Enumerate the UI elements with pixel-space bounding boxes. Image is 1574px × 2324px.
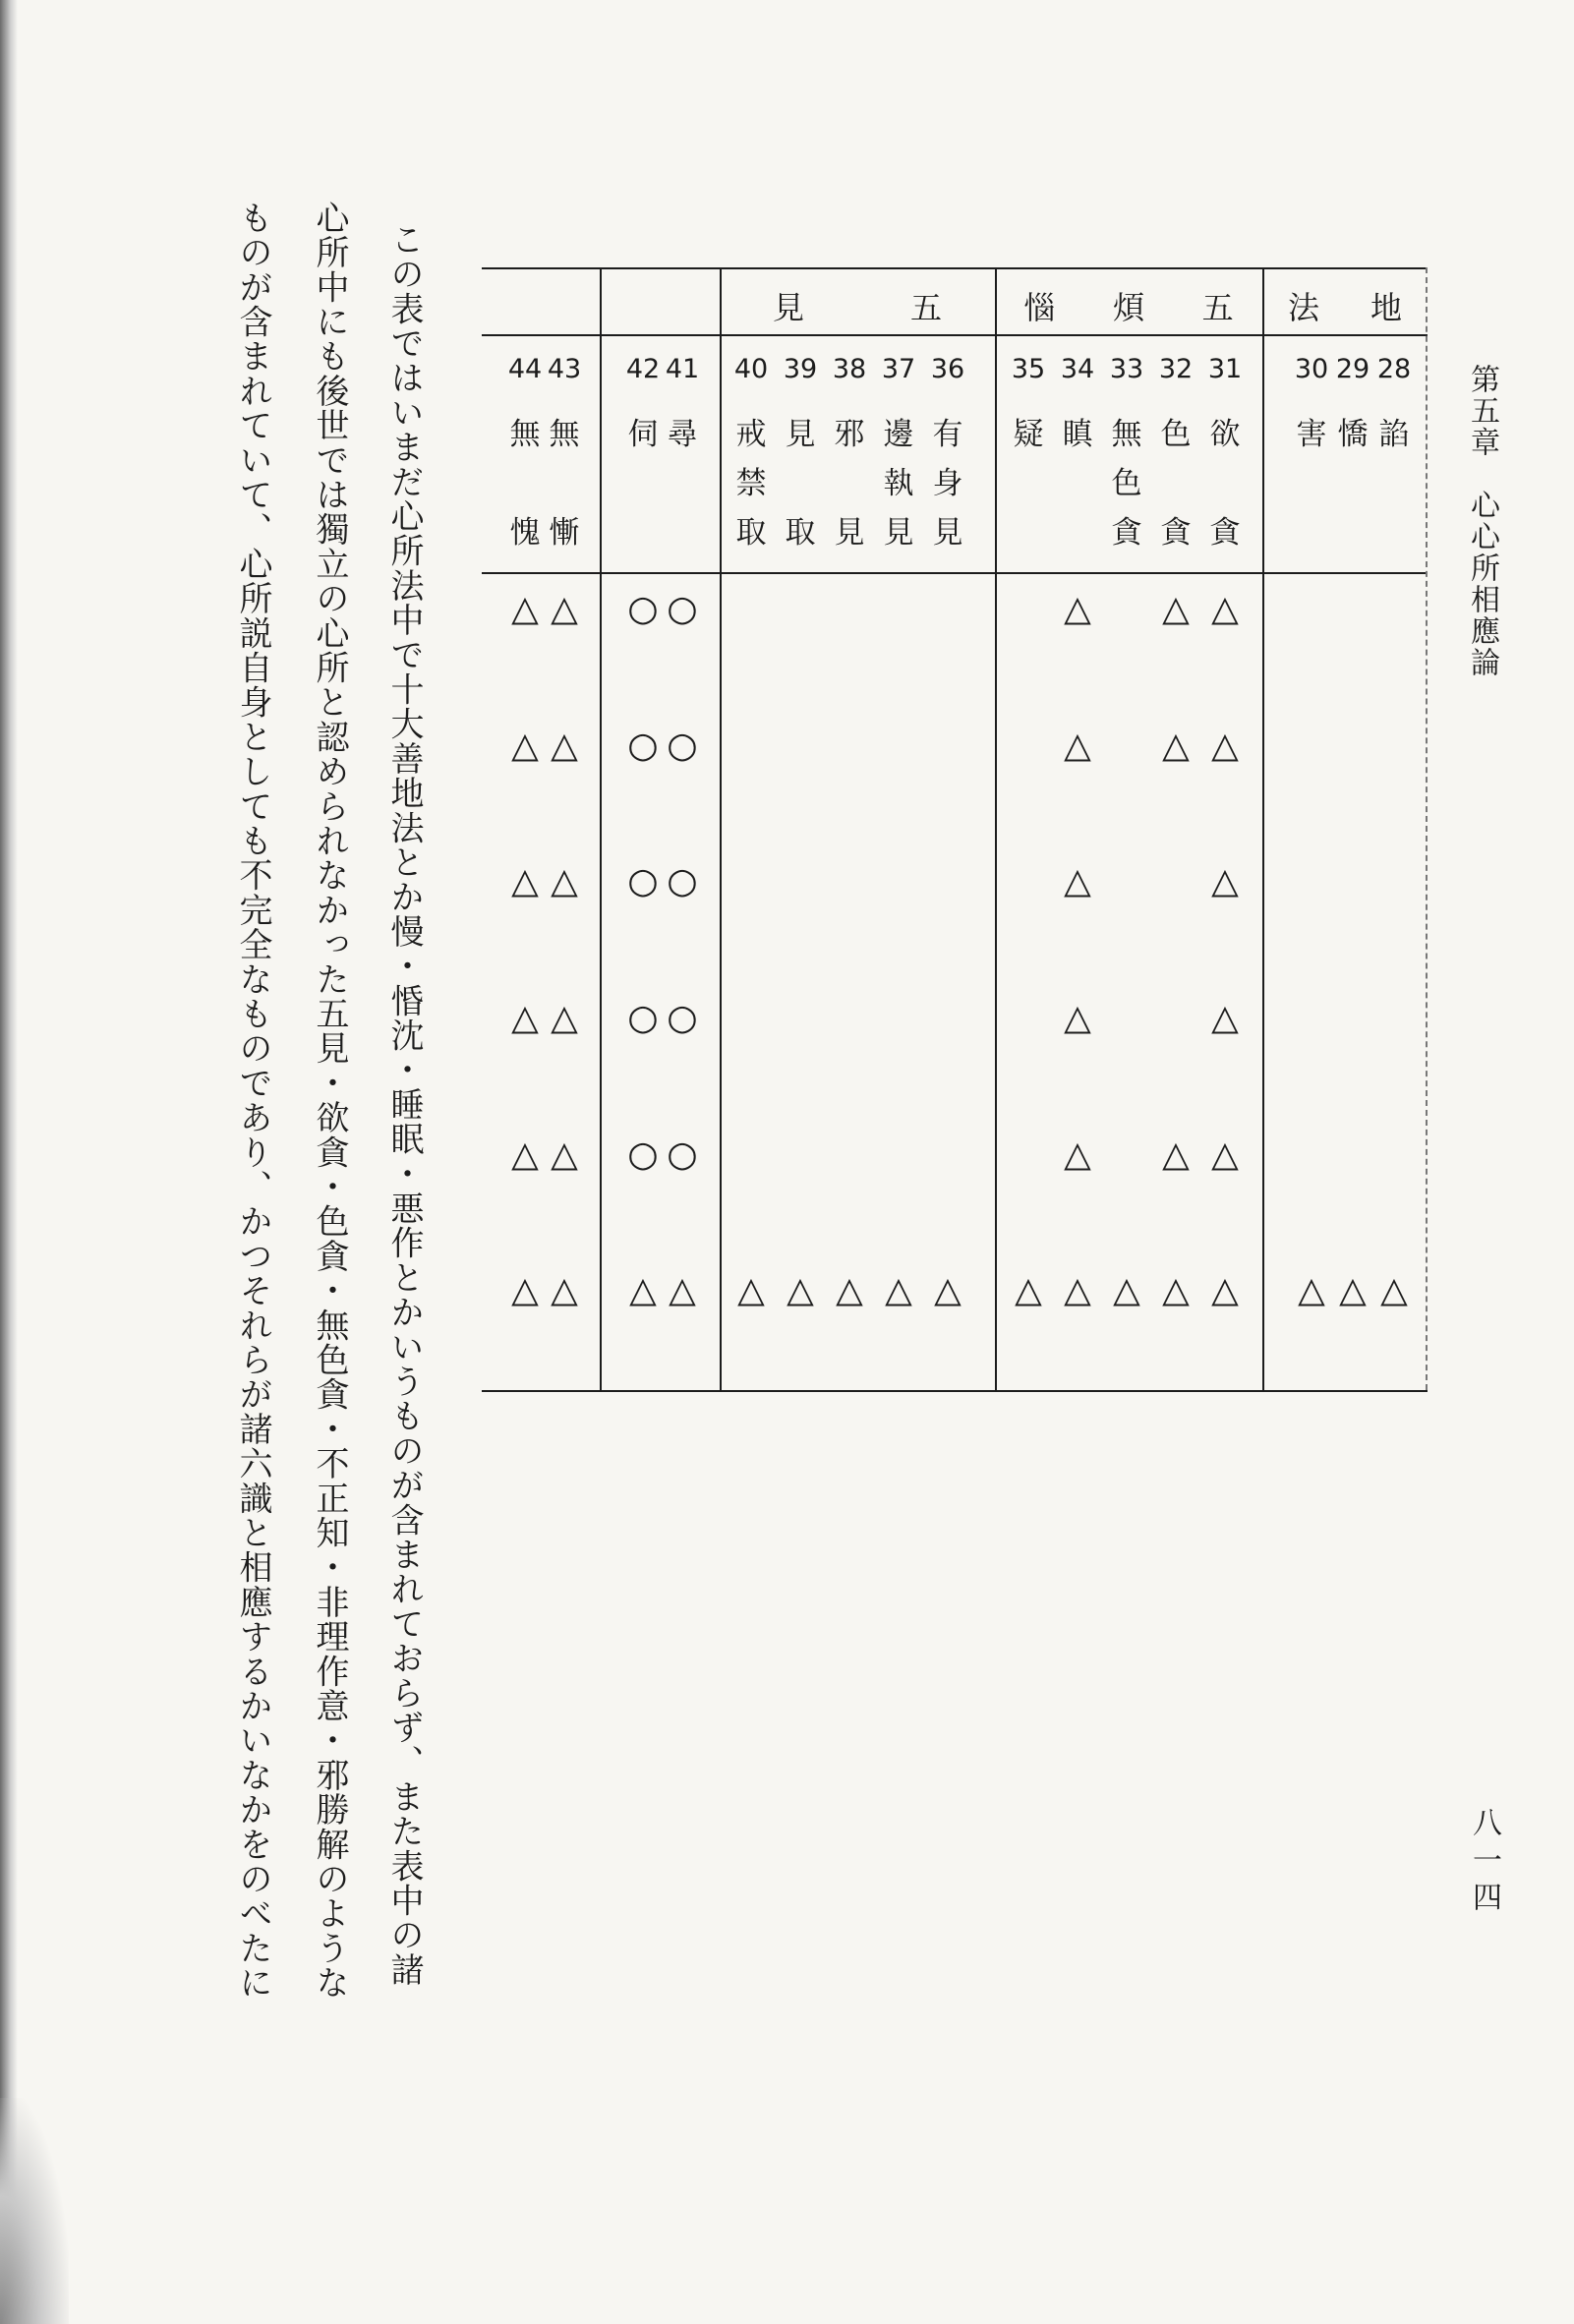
triangle-mark: △: [1113, 1270, 1140, 1311]
triangle-mark: △: [1339, 1270, 1367, 1311]
column-number: 30: [1294, 354, 1329, 384]
column-name-char: 無: [549, 417, 580, 452]
column-number: 34: [1060, 354, 1095, 384]
column-number: 38: [832, 354, 867, 384]
triangle-mark: △: [551, 861, 578, 902]
table-rule-right-dashed: [1426, 267, 1428, 1390]
group-header-char: 惱: [1023, 289, 1056, 326]
column-name-char: 害: [1296, 417, 1327, 452]
correspondence-table: [482, 263, 1428, 1392]
column-name-char: 戒: [735, 417, 767, 452]
column-name-char: 見: [834, 515, 865, 551]
triangle-mark: △: [511, 589, 539, 629]
column-number: 42: [625, 354, 661, 384]
table-rule-top: [482, 267, 1428, 269]
group-header-char: 五: [909, 289, 942, 326]
triangle-mark: △: [511, 725, 539, 766]
table-rule-vertical: [995, 267, 997, 1390]
circle-mark: ○: [627, 998, 659, 1038]
column-number: 39: [783, 354, 818, 384]
column-name-char: 無: [1111, 417, 1142, 452]
triangle-mark: △: [1162, 725, 1190, 766]
column-name-char: 執: [883, 466, 914, 501]
table-rule-header: [482, 334, 1428, 336]
table-rule-vertical: [1262, 267, 1264, 1390]
group-header-char: 見: [772, 289, 804, 326]
triangle-mark: △: [511, 1270, 539, 1311]
column-number: 41: [665, 354, 700, 384]
column-name-char: 伺: [627, 417, 659, 452]
triangle-mark: △: [737, 1270, 765, 1311]
triangle-mark: △: [1064, 1133, 1091, 1175]
triangle-mark: △: [511, 861, 539, 902]
column-number: 32: [1158, 354, 1194, 384]
column-number: 37: [881, 354, 916, 384]
triangle-mark: △: [1211, 1133, 1239, 1175]
column-name-char: 愧: [509, 515, 541, 551]
column-name-char: 色: [1160, 417, 1192, 452]
table-row-divider: [482, 709, 1428, 710]
group-header-char: 煩: [1112, 289, 1144, 326]
column-name-char: 慚: [549, 515, 580, 551]
triangle-mark: △: [1211, 1270, 1239, 1311]
column-name-char: 貪: [1209, 515, 1241, 551]
column-name-char: 取: [785, 515, 816, 551]
circle-mark: ○: [627, 1133, 659, 1175]
triangle-mark: △: [1162, 1270, 1190, 1311]
triangle-mark: △: [1211, 725, 1239, 766]
triangle-mark: △: [629, 1270, 657, 1311]
column-number: 33: [1109, 354, 1144, 384]
column-number: 35: [1011, 354, 1046, 384]
table-rule-bottom: [482, 1390, 1428, 1392]
triangle-mark: △: [669, 1270, 696, 1311]
column-number: 31: [1207, 354, 1243, 384]
column-number: 36: [930, 354, 965, 384]
triangle-mark: △: [1211, 589, 1239, 629]
column-name-char: 貪: [1160, 515, 1192, 551]
column-name-char: 尋: [667, 417, 698, 452]
column-name-char: 有: [932, 417, 963, 452]
triangle-mark: △: [511, 998, 539, 1038]
table-row-divider: [482, 981, 1428, 982]
triangle-mark: △: [551, 589, 578, 629]
circle-mark: ○: [667, 725, 698, 766]
triangle-mark: △: [1015, 1270, 1042, 1311]
triangle-mark: △: [787, 1270, 814, 1311]
triangle-mark: △: [551, 998, 578, 1038]
column-name-char: 禁: [735, 466, 767, 501]
column-name-char: 見: [932, 515, 963, 551]
column-name-char: 憍: [1337, 417, 1369, 452]
triangle-mark: △: [551, 725, 578, 766]
column-name-char: 貪: [1111, 515, 1142, 551]
circle-mark: ○: [627, 589, 659, 629]
table-rule-vertical: [600, 267, 602, 1390]
table-row-divider: [482, 1118, 1428, 1119]
table-row-divider: [482, 844, 1428, 845]
table-row-divider: [482, 1253, 1428, 1254]
triangle-mark: △: [1380, 1270, 1408, 1311]
column-name-char: 無: [509, 417, 541, 452]
triangle-mark: △: [1211, 998, 1239, 1038]
column-name-char: 色: [1111, 466, 1142, 501]
scan-shadow-edge: [0, 0, 18, 2324]
body-text-line-3: ものが含まれていて、心所説自身としても不完全なものであり、かつそれらが諸六識と相應するかいなかをのべたに: [233, 201, 272, 2001]
group-header-char: 法: [1287, 289, 1319, 326]
triangle-mark: △: [511, 1133, 539, 1175]
circle-mark: ○: [667, 1133, 698, 1175]
column-name-char: 瞋: [1062, 417, 1093, 452]
triangle-mark: △: [934, 1270, 962, 1311]
triangle-mark: △: [1064, 998, 1091, 1038]
column-name-char: 見: [883, 515, 914, 551]
triangle-mark: △: [1064, 1270, 1091, 1311]
page-number: 八一四: [1467, 1807, 1501, 1919]
group-header-char: 地: [1370, 289, 1402, 326]
triangle-mark: △: [836, 1270, 863, 1311]
table-rule-labels: [482, 572, 1428, 574]
circle-mark: ○: [667, 998, 698, 1038]
column-name-char: 欲: [1209, 417, 1241, 452]
circle-mark: ○: [627, 861, 659, 902]
body-text-line-2: 心所中にも後世では獨立の心所と認められなかった五見・欲貪・色貪・無色貪・不正知・非理作意・邪勝解のような: [310, 201, 349, 2001]
column-number: 28: [1376, 354, 1412, 384]
triangle-mark: △: [1162, 1133, 1190, 1175]
triangle-mark: △: [1211, 861, 1239, 902]
circle-mark: ○: [627, 725, 659, 766]
triangle-mark: △: [1298, 1270, 1325, 1311]
circle-mark: ○: [667, 589, 698, 629]
triangle-mark: △: [1064, 589, 1091, 629]
triangle-mark: △: [551, 1270, 578, 1311]
column-name-char: 疑: [1013, 417, 1044, 452]
column-number: 43: [547, 354, 582, 384]
running-head: 第五章 心心所相應論: [1465, 364, 1499, 678]
scan-shadow-corner: [0, 2098, 69, 2324]
group-header-char: 五: [1201, 289, 1234, 326]
table-rule-vertical: [720, 267, 722, 1390]
column-name-char: 取: [735, 515, 767, 551]
triangle-mark: △: [1064, 861, 1091, 902]
column-number: 40: [733, 354, 769, 384]
triangle-mark: △: [885, 1270, 912, 1311]
body-text-line-1: この表ではいまだ心所法中で十大善地法とか慢・惛沈・睡眠・悪作とかいうものが含まれておらず、また表中の諸: [384, 222, 424, 1988]
triangle-mark: △: [551, 1133, 578, 1175]
column-name-char: 見: [785, 417, 816, 452]
column-name-char: 諂: [1378, 417, 1410, 452]
column-number: 29: [1335, 354, 1370, 384]
column-name-char: 身: [932, 466, 963, 501]
column-name-char: 邪: [834, 417, 865, 452]
triangle-mark: △: [1064, 725, 1091, 766]
circle-mark: ○: [667, 861, 698, 902]
column-number: 44: [507, 354, 543, 384]
column-name-char: 邊: [883, 417, 914, 452]
triangle-mark: △: [1162, 589, 1190, 629]
